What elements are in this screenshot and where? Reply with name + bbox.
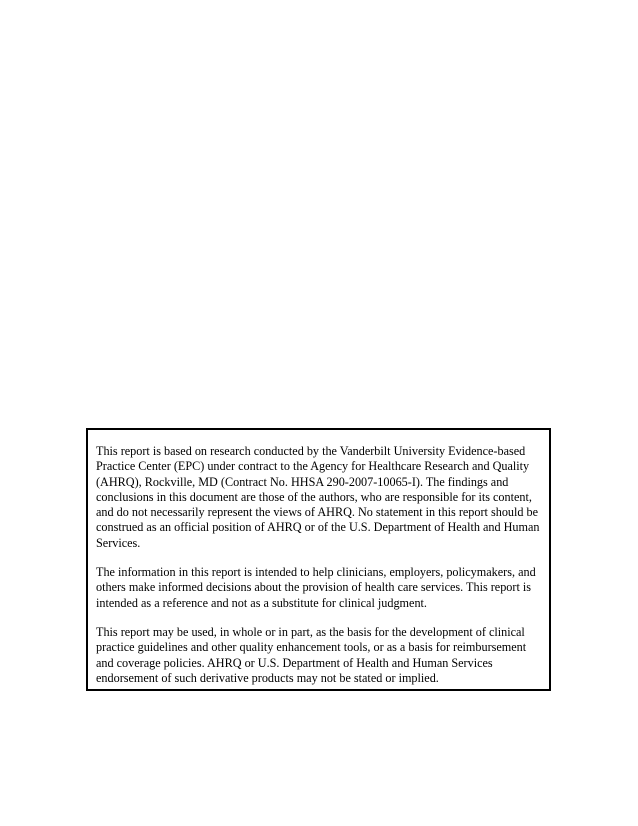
disclaimer-paragraph-usage: This report may be used, in whole or in part, as the basis for the development of clinical practice guidelines and other quality enhancement tools, or as a basis for reimbursement and coverage policies. AHRQ or U.S. Department of Health and Human Services endorsement of such derivative products may not be stated or implied.: [96, 624, 527, 685]
disclaimer-paragraph-information: The information in this report is intended to help clinicians, employers, policymakers, and others make informed decisions about the provision of health care services. This report is intended as a reference and not as a substitute for clinical judgment.: [96, 565, 536, 610]
disclaimer-paragraph-research: This report is based on research conducted by the Vanderbilt University Evidence-based Practice Center (EPC) under contract to the Agency for Healthcare Research and Quality (AHRQ), Rockville, MD (Contract No. HHSA 290-2007-10065-I). The findings and conclusions in this document are those of the authors, who are responsible for its content, and do not necessarily represent the views of AHRQ. No statement in this report should be construed as an official position of AHRQ or of the U.S. Department of Health and Human Services.: [96, 444, 540, 550]
disclaimer-box: [86, 428, 551, 691]
